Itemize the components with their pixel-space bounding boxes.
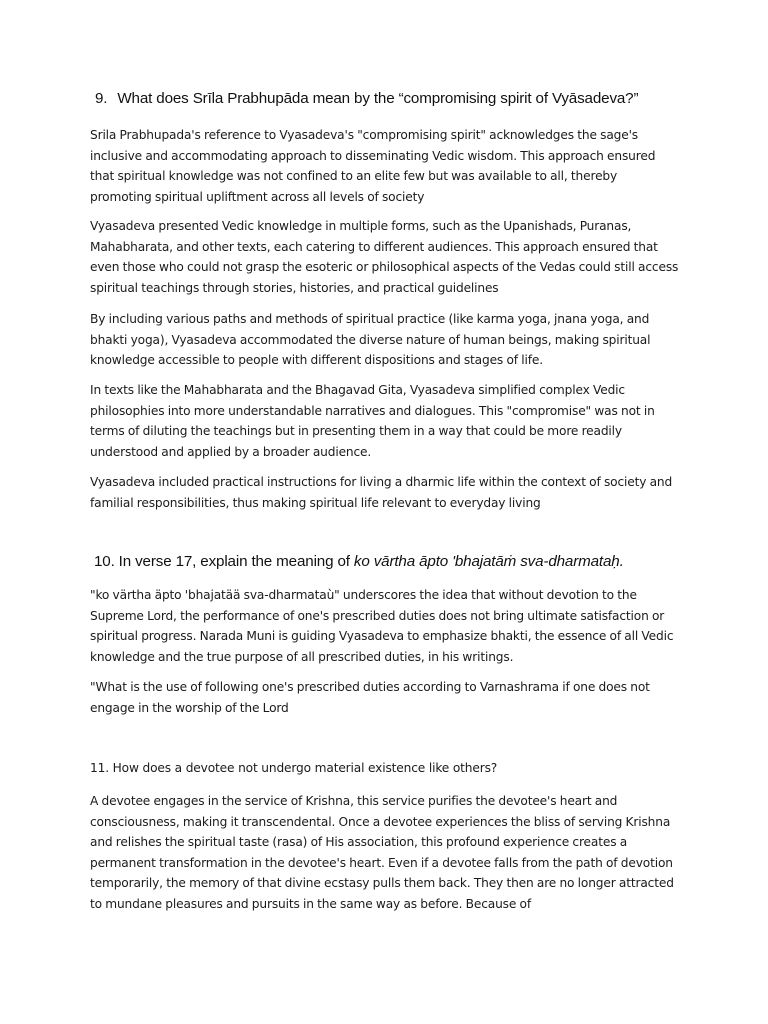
question-10-text: In verse 17, explain the meaning of xyxy=(118,553,354,570)
question-10-heading-block xyxy=(90,553,680,570)
answer-9-text-5: Vyasadeva included practical instructions for living a dharmic life within the context of society and familial responsibilities, thus making spiritual life relevant to everyday living xyxy=(90,475,673,510)
answer-9-text-4: In texts like the Mahabharata and the Bhagavad Gita, Vyasadeva simplified complex Vedic philosophies into more understandable narratives and dialogues. This "compromise" was not in terms of diluting the teachings but in presenting them in a way that could be more readily understood and applied by a broader audience. xyxy=(90,383,655,459)
question-9-heading xyxy=(90,90,680,107)
answer-11-text-1: A devotee engages in the service of Krishna, this service purifies the devotee's heart and consciousness, making it transcendental. Once a devotee experiences the bliss of serving Krishna and relishes the spiritual taste (rasa) of His association, this profound experience creates a permanent transformation in the devotee's heart. Even if a devotee falls from the path of devotion temporarily, the memory of that divine ecstasy pulls them back. They then are no longer attracted to mundane pleasures and pursuits in the same way as before. Because of xyxy=(90,794,674,911)
answer-9-paragraph-2 xyxy=(90,216,680,298)
question-9-text: What does Srīla Prabhupāda mean by the “compromising spirit of Vyāsadeva?” xyxy=(117,90,639,107)
answer-10-text-1: "ko värtha äpto 'bhajatää sva-dharmataù" underscores the idea that without devotion to the Supreme Lord, the performance of one's prescribed duties does not bring ultimate satisfaction or spiritual progress. Narada Muni is guiding Vyasadeva to emphasize bhakti, the essence of all Vedic knowledge and the true purpose of all prescribed duties, in his writings. xyxy=(90,588,674,664)
question-10-number: 10. xyxy=(94,553,115,570)
question-9-heading-block xyxy=(90,90,680,107)
answer-9-text-2: Vyasadeva presented Vedic knowledge in multiple forms, such as the Upanishads, Puranas, Mahabharata, and other texts, each catering to different audiences. This approach ensured that even those who could not grasp the esoteric or philosophical aspects of the Vedas could still access spiritual teachings through stories, histories, and practical guidelines xyxy=(90,219,679,295)
answer-10-paragraph-1 xyxy=(90,585,680,667)
answer-9-paragraph-4 xyxy=(90,380,680,462)
answer-9-paragraph-3 xyxy=(90,309,680,371)
answer-11-paragraph-1 xyxy=(90,791,680,914)
answer-9-text-3: By including various paths and methods of spiritual practice (like karma yoga, jnana yoga, and bhakti yoga), Vyasadeva accommodated the diverse nature of human beings, making spiritual knowledge accessible to people with different dispositions and stages of life. xyxy=(90,312,651,367)
question-11-heading: 11. How does a devotee not undergo material existence like others? xyxy=(90,761,498,775)
answer-10-text-2: "What is the use of following one's prescribed duties according to Varnashrama if one does not engage in the worship of the Lord xyxy=(90,680,650,715)
question-10-verse: ko vārtha āpto 'bhajatāṁ sva-dharmataḥ. xyxy=(353,553,624,570)
question-9-number: 9. xyxy=(95,90,108,107)
question-11-heading-block xyxy=(90,761,680,775)
answer-9-paragraph-5 xyxy=(90,472,680,513)
answer-9-paragraph-1 xyxy=(90,125,680,207)
answer-10-paragraph-2 xyxy=(90,677,680,718)
question-10-heading xyxy=(90,553,680,570)
answer-9-text-1: Srila Prabhupada's reference to Vyasadeva's "compromising spirit" acknowledges the sage's inclusive and accommodating approach to disseminating Vedic wisdom. This approach ensured that spiritual knowledge was not confined to an elite few but was available to all, thereby promoting spiritual upliftment across all levels of society xyxy=(90,128,656,204)
